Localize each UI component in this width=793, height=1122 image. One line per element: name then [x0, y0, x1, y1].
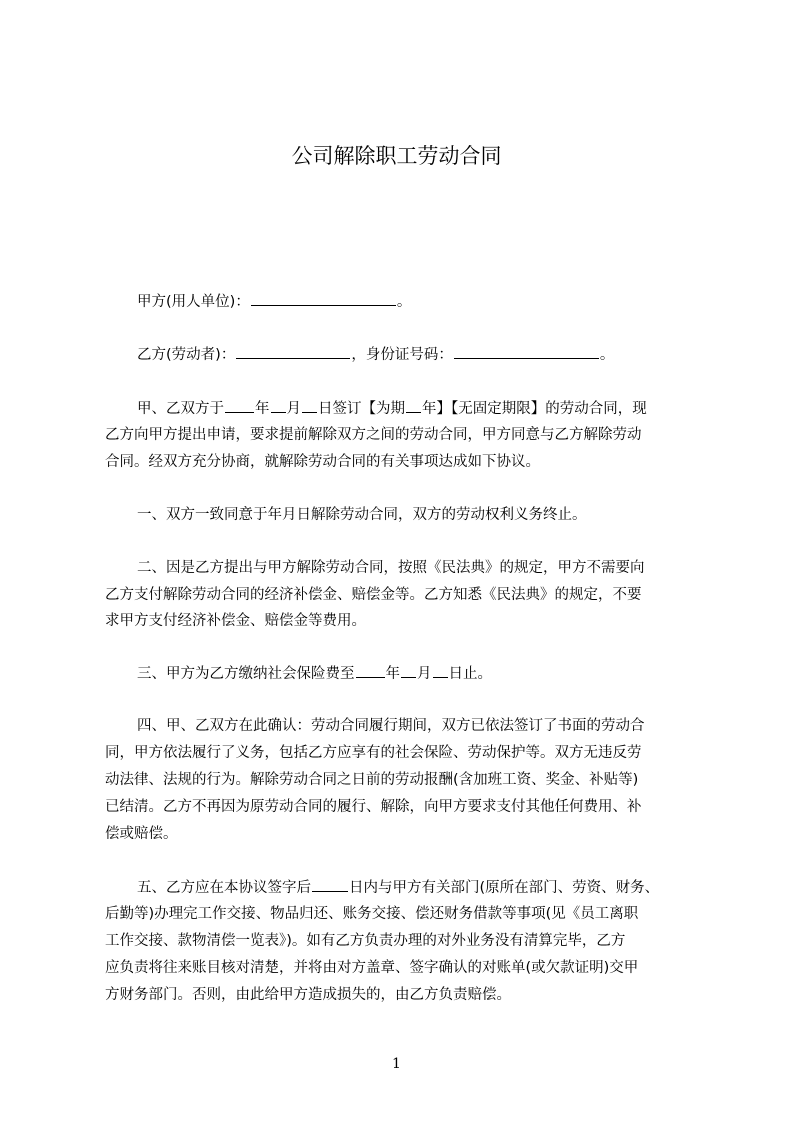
clause-5-line-4: 应负责将往来账目核对清楚，并将由对方盖章、签字确认的对账单(或欠款证明)交甲	[105, 960, 639, 976]
party-b-blank	[236, 341, 350, 359]
clause-3-text-a: 三、甲方为乙方缴纳社会保险费至	[137, 666, 355, 682]
intro-month-blank	[271, 395, 286, 413]
clause-3-line-1	[137, 660, 737, 688]
clause-4-line-2: 同，甲方依法履行了义务，包括乙方应享有的社会保险、劳动保护等。双方无违反劳	[105, 745, 642, 761]
clause-5-days-blank	[312, 874, 348, 892]
intro-text-e: 年】【无固定期限】的劳动合同，现	[422, 401, 647, 417]
clause-3-text-b: 年	[385, 666, 400, 682]
party-a-label: 甲方(用人单位)：	[137, 294, 250, 310]
clause-4-line-5: 偿或赔偿。	[105, 826, 178, 842]
party-b-id-label: ，身份证号码：	[351, 347, 453, 363]
clause-1-line-1: 一、双方一致同意于年月日解除劳动合同，双方的劳动权利义务终止。	[137, 507, 587, 523]
intro-term-blank	[406, 395, 421, 413]
clause-3-day-blank	[433, 660, 448, 678]
clause-5-text-b: 日内与甲方有关部门(原所在部门、劳资、财务、	[349, 880, 660, 896]
clause-5-line-3: 工作交接、款物清偿一览表》)。如有乙方负责办理的对外业务没有清算完毕，乙方	[105, 933, 626, 949]
clause-4-line-1: 四、甲、乙双方在此确认：劳动合同履行期间，双方已依法签订了书面的劳动合	[137, 718, 645, 734]
clause-3-year-blank	[356, 660, 385, 678]
intro-year-blank	[225, 395, 254, 413]
page-number: 1	[392, 1056, 401, 1072]
intro-text-a: 甲、乙双方于	[137, 401, 224, 417]
party-a-blank	[251, 288, 396, 306]
intro-text-c: 月	[286, 401, 301, 417]
intro-day-blank	[302, 395, 317, 413]
document-title: 公司解除职工劳动合同	[291, 144, 502, 168]
clause-4-line-3: 动法律、法规的行为。解除劳动合同之日前的劳动报酬(含加班工资、奖金、补贴等)	[105, 772, 639, 788]
clause-5-line-5: 方财务部门。否则，由此给甲方造成损失的，由乙方负责赔偿。	[105, 987, 511, 1003]
clause-5-text-a: 五、乙方应在本协议签字后	[137, 880, 311, 896]
clause-5-line-2: 后勤等)办理完工作交接、物品归还、账务交接、偿还财务借款等事项(见《员工离职	[105, 906, 639, 922]
intro-line-3: 合同。经双方充分协商，就解除劳动合同的有关事项达成如下协议。	[105, 454, 540, 470]
intro-line-1	[137, 395, 737, 423]
clause-2-line-1: 二、因是乙方提出与甲方解除劳动合同，按照《民法典》的规定，甲方不需要向	[137, 560, 645, 576]
intro-text-b: 年	[255, 401, 270, 417]
intro-text-d: 日签订【为期	[318, 401, 405, 417]
party-a-end: 。	[396, 294, 412, 310]
clause-4-line-4: 已结清。乙方不再因为原劳动合同的履行、解除，向甲方要求支付其他任何费用、补	[105, 799, 642, 815]
clause-3-text-d: 日止。	[448, 666, 492, 682]
party-b-line	[137, 341, 737, 369]
party-b-id-blank	[454, 341, 599, 359]
clause-3-month-blank	[401, 660, 416, 678]
party-b-end: 。	[599, 347, 615, 363]
party-a-line	[137, 288, 737, 316]
intro-line-2: 乙方向甲方提出申请，要求提前解除双方之间的劳动合同，甲方同意与乙方解除劳动	[105, 427, 642, 443]
clause-2-line-3: 求甲方支付经济补偿金、赔偿金等费用。	[105, 613, 366, 629]
clause-5-line-1	[137, 874, 737, 902]
clause-2-line-2: 乙方支付解除劳动合同的经济补偿金、赔偿金等。乙方知悉《民法典》的规定，不要	[105, 587, 642, 603]
party-b-label: 乙方(劳动者)：	[137, 347, 236, 363]
clause-3-text-c: 月	[417, 666, 432, 682]
